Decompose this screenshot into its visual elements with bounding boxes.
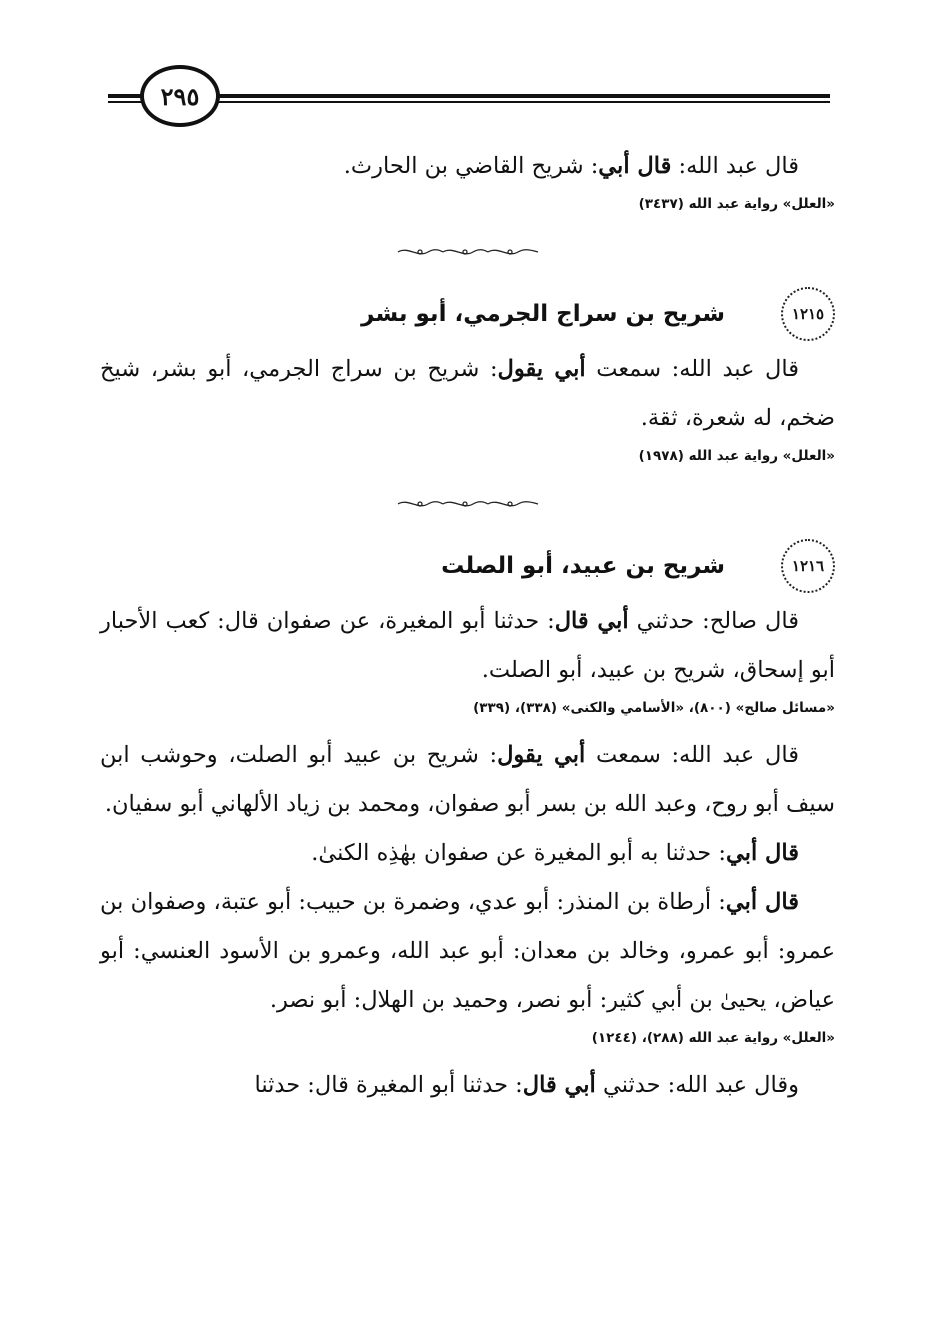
- entry-number-badge: ١٢١٥: [781, 287, 835, 341]
- paragraph-text: : أرطاة بن المنذر: أبو عدي، وضمرة بن حبيب: أبو عتبة، وصفوان بن عمرو: أبو عمرو، وخالد بن معدان: أبو عبد الله، وعمرو بن الأسود العنسي: أبو عياض، يحيىٰ بن أبي كثير: أبو نصر، وحميد بن الهلال: أبو نصر.: [100, 889, 835, 1013]
- section-title: شريح بن عبيد، أبو الصلت: [441, 553, 725, 579]
- paragraph-text: : حدثنا به أبو المغيرة عن صفوان بهٰذِه الكنىٰ.: [311, 840, 726, 866]
- ornament-divider: [100, 479, 835, 529]
- paragraph: [100, 597, 835, 695]
- paragraph: [100, 731, 835, 829]
- paragraph-text: قال عبد الله:: [671, 153, 799, 179]
- reference: «العلل» رواية عبد الله (٣٤٣٧): [638, 196, 835, 212]
- paragraph: [100, 829, 835, 878]
- paragraph-text: : شريح بن سراج الجرمي، أبو بشر، شيخ ضخم، له شعرة، ثقة.: [100, 356, 835, 431]
- page-body: [100, 142, 835, 1110]
- paragraph: [100, 878, 835, 1025]
- paragraph-text: : شريح القاضي بن الحارث.: [343, 153, 599, 179]
- paragraph-bold: قال أبي: [598, 153, 672, 179]
- paragraph: [100, 1061, 835, 1110]
- reference: «العلل» رواية عبد الله (٢٨٨)، (١٢٤٤): [591, 1030, 835, 1046]
- ornament-icon: [393, 245, 543, 259]
- paragraph-text: قال صالح: حدثني: [628, 608, 799, 634]
- paragraph: [100, 345, 835, 443]
- paragraph-text: : حدثنا أبو المغيرة، عن صفوان قال: كعب الأحبار أبو إسحاق، شريح بن عبيد، أبو الصلت.: [100, 608, 835, 683]
- paragraph-text: قال عبد الله: سمعت: [585, 356, 800, 382]
- paragraph: [100, 142, 835, 191]
- paragraph-text: قال عبد الله: سمعت: [585, 742, 799, 768]
- paragraph-text: : حدثنا أبو المغيرة قال: حدثنا: [254, 1072, 523, 1098]
- section-heading: [100, 535, 835, 597]
- section-title: شريح بن سراج الجرمي، أبو بشر: [361, 301, 725, 327]
- paragraph-text: وقال عبد الله: حدثني: [595, 1072, 799, 1098]
- reference: «العلل» رواية عبد الله (١٩٧٨): [638, 448, 835, 464]
- reference: «مسائل صالح» (٨٠٠)، «الأسامي والكنى» (٣٣٨)، (٣٣٩): [473, 700, 835, 716]
- paragraph-bold: قال أبي: [725, 840, 799, 866]
- paragraph-text: : شريح بن عبيد أبو الصلت، وحوشب ابن سيف أبو روح، وعبد الله بن بسر أبو صفوان، ومحمد بن زياد الألهاني أبو سفيان.: [100, 742, 835, 817]
- paragraph-bold: قال أبي: [725, 889, 799, 915]
- paragraph-bold: أبي يقول: [497, 742, 586, 768]
- entry-number-badge: ١٢١٦: [781, 539, 835, 593]
- page-number: ٢٩٥: [140, 65, 220, 127]
- paragraph-bold: أبي يقول: [497, 356, 586, 382]
- paragraph-bold: أبي قال: [522, 1072, 596, 1098]
- ornament-icon: [393, 497, 543, 511]
- page-header: [108, 63, 830, 133]
- paragraph-bold: أبي قال: [554, 608, 629, 634]
- section-heading: [100, 283, 835, 345]
- ornament-divider: [100, 227, 835, 277]
